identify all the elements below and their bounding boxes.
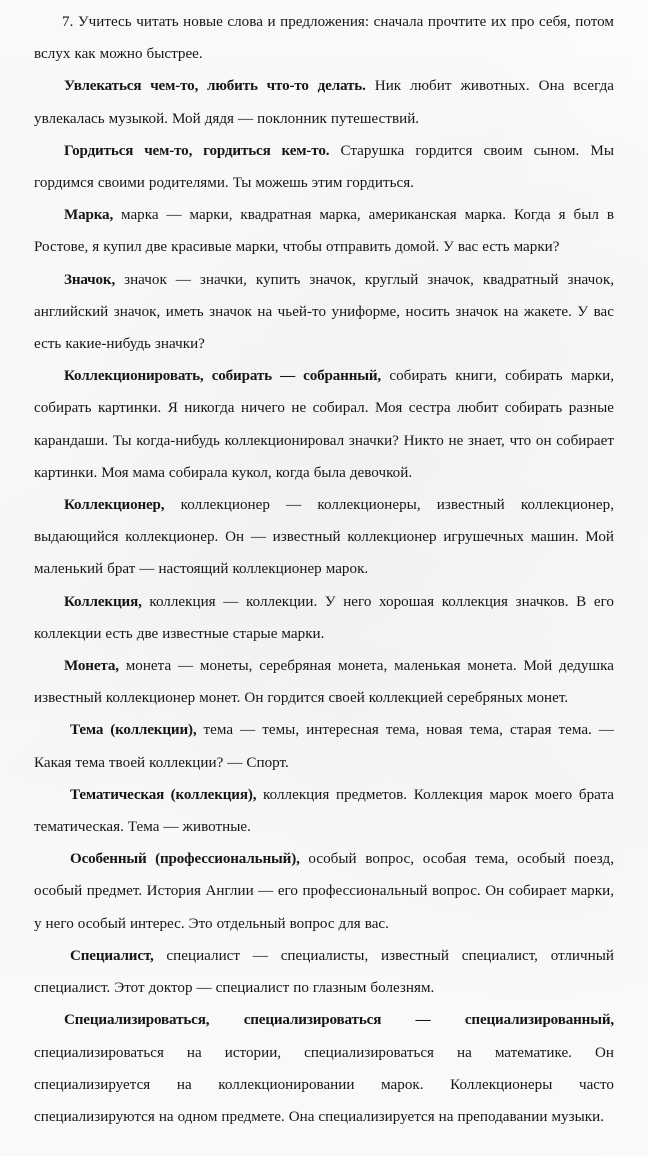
paragraph-body: собирать книги, собирать марки, собирать картинки. Я никогда ничего не собирал. Моя сестра любит собирать разные карандаши. Ты когда-нибудь коллекционировал значки? Никто не знает, что он собирает картинки. Моя мама собирала кукол, когда была девочкой. — [34, 368, 614, 481]
paragraph-body: коллекция — коллекции. У него хорошая коллекция значков. В его коллекции есть две известные старые марки. — [34, 593, 614, 642]
paragraph-body: марка — марки, квадратная марка, американская марка. Когда я был в Ростове, я купил две красивые марки, чтобы отправить домой. У вас есть марки? — [34, 207, 614, 256]
paragraph-lead-term: Увлекаться чем-то, любить что-то делать. — [64, 78, 366, 95]
paragraph-gorditsya — [34, 135, 614, 199]
paragraph-body: монета — монеты, серебряная монета, маленькая монета. Мой дедушка известный коллекционер монет. Он гордится своей коллекцией серебряных монет. — [34, 658, 614, 707]
paragraph-body: Старушка гордится своим сыном. Мы гордимся своими родителями. Ты можешь этим гордиться. — [34, 142, 614, 192]
paragraph-body: специализироваться на истории, специализироваться на математике. Он специализируется на коллекционировании марок. Коллекционеры часто специализируются на одном предмете. Она специализируется на преподавании музыки. — [34, 1044, 614, 1125]
paragraph-body: специалист — специалисты, известный специалист, отличный специалист. Этот доктор — специалист по глазным болезням. — [34, 947, 614, 997]
paragraph-lead-term: Тематическая (коллекция), — [70, 786, 257, 803]
paragraph-body: коллекционер — коллекционеры, известный коллекционер, выдающийся коллекционер. Он — известный коллекционер игрушечных машин. Мой маленький брат — настоящий коллекционер марок. — [34, 497, 614, 578]
paragraph-kollekcionirovat — [34, 360, 614, 489]
paragraph-lead-term: Монета, — [64, 658, 119, 675]
paragraph-tema — [34, 714, 614, 778]
paragraph-moneta — [34, 650, 614, 714]
paragraph-kollekcioner — [34, 489, 614, 586]
paragraph-uvlekatsya — [34, 70, 614, 134]
paragraph-lead-term: Марка, — [64, 207, 114, 224]
paragraph-lead-term: Коллекционировать, собирать — собранный, — [64, 368, 382, 385]
paragraph-lead-term: Специализироваться, специализироваться — специализированный, — [64, 1012, 614, 1029]
paragraph-lead-term: Особенный (профессиональный), — [70, 851, 300, 868]
paragraph-specialist — [34, 940, 614, 1004]
paragraph-body: Ник любит животных. Она всегда увлекалась музыкой. Мой дядя — поклонник путешествий. — [34, 78, 614, 127]
paragraph-body: коллекция предметов. Коллекция марок моего брата тематическая. Тема — животные. — [34, 786, 614, 836]
paragraph-znachok — [34, 264, 614, 361]
paragraph-exercise-7 — [34, 6, 614, 70]
paragraph-body: значок — значки, купить значок, круглый значок, квадратный значок, английский значок, иметь значок на чьей-то униформе, носить значок на жакете. У вас есть какие-нибудь значки? — [34, 271, 614, 353]
paragraph-lead-term: Коллекционер, — [64, 497, 165, 514]
paragraph-lead-term: Гордиться чем-то, гордиться кем-то. — [64, 142, 330, 159]
paragraph-body: тема — темы, интересная тема, новая тема, старая тема. — Какая тема твоей коллекции? — Спорт. — [34, 722, 615, 771]
paragraph-tematicheskaya — [34, 779, 614, 843]
paragraph-kollekciya — [34, 586, 614, 650]
text-column — [34, 6, 614, 1133]
paragraph-lead-term: Специалист, — [70, 947, 154, 964]
paragraph-lead-term: Коллекция, — [64, 593, 142, 610]
paragraph-osobennyy — [34, 843, 614, 940]
paragraph-specializirovatsya — [34, 1004, 614, 1133]
paragraph-body: 7. Учитесь читать новые слова и предложения: сначала прочтите их про себя, потом вслух как можно быстрее. — [34, 14, 614, 63]
paragraph-marka — [34, 199, 614, 263]
paragraph-lead-term: Тема (коллекции), — [70, 722, 197, 739]
paragraph-lead-term: Значок, — [64, 271, 116, 288]
paragraph-body: особый вопрос, особая тема, особый поезд, особый предмет. История Англии — его профессиональный вопрос. Он собирает марки, у него особый интерес. Это отдельный вопрос для вас. — [34, 851, 615, 932]
